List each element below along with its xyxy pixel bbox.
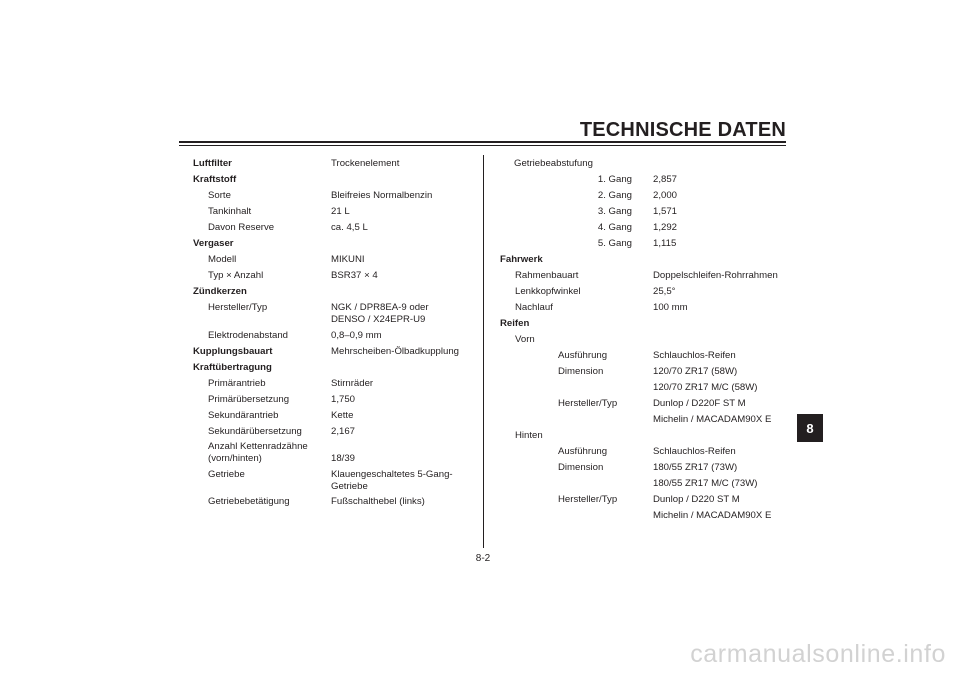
spec-value: NGK / DPR8EA-9 oder [331,302,429,313]
spec-label: Getriebebetätigung [208,496,290,507]
spec-row-hinten-hersteller [0,494,960,510]
watermark: carmanualsonline.info [690,640,946,668]
chapter-tab: 8 [797,414,823,442]
spec-value: Michelin / MACADAM90X E [653,510,772,521]
spec-label: Hersteller/Typ [558,398,618,409]
spec-label: Hersteller/Typ [208,302,268,313]
spec-value: 180/55 ZR17 M/C (73W) [653,478,758,489]
spec-value: Doppelschleifen-Rohrrahmen [653,270,778,281]
spec-value: Getriebe [331,481,368,492]
spec-value: Fußschalthebel (links) [331,496,425,507]
spec-label: Sekundärantrieb [208,410,279,421]
gear-row [0,174,960,190]
gear-row [0,190,960,206]
spec-label: Dimension [558,462,604,473]
gear-value: 1,115 [653,238,677,249]
spec-label: Primärübersetzung [208,394,290,405]
spec-value: Stirnräder [331,378,374,389]
spec-label: Lenkkopfwinkel [515,286,581,297]
spec-label: Sekundärübersetzung [208,426,302,437]
spec-value: Schlauchlos-Reifen [653,350,736,361]
spec-label: Dimension [558,366,604,377]
header-rule-thin [179,145,786,146]
gear-row [0,206,960,222]
spec-value: 1,750 [331,394,356,405]
spec-value: 100 mm [653,302,688,313]
section-heading: Reifen [500,318,530,329]
gear-value: 2,000 [653,190,678,201]
spec-row-hinten-dimension [0,462,960,478]
gear-row [0,238,960,254]
section-heading: Zündkerzen [193,286,247,297]
spec-row-getriebeabstufung [0,158,960,174]
section-heading-reifen [0,318,960,334]
spec-label: Davon Reserve [208,222,275,233]
subheading: Hinten [515,430,543,441]
spec-label: Tankinhalt [208,206,252,217]
gear-label: 3. Gang [597,206,632,217]
spec-label: Ausführung [558,350,608,361]
spec-label: Anzahl Kettenradzähne [208,441,308,452]
spec-row-lenkkopf [0,286,960,302]
section-heading: Kraftübertragung [193,362,272,373]
spec-label: Kupplungsbauart [193,346,273,357]
section-heading: Fahrwerk [500,254,543,265]
spec-value: Klauengeschaltetes 5-Gang- [331,469,453,480]
spec-label: Modell [208,254,237,265]
spec-label: Ausführung [558,446,608,457]
spec-value: DENSO / X24EPR-U9 [331,314,426,325]
spec-value: 25,5° [653,286,676,297]
spec-label: Primärantrieb [208,378,266,389]
spec-value: 2,167 [331,426,356,437]
spec-value: Trockenelement [331,158,400,169]
spec-label: Getriebe [208,469,245,480]
gear-label: 4. Gang [597,222,632,233]
page-title: TECHNISCHE DATEN [579,119,786,141]
spec-label: Getriebeabstufung [514,158,593,169]
spec-row-vorn-dimension-alt [0,382,960,398]
page-number: 8-2 [475,553,491,564]
spec-label: Elektrodenabstand [208,330,289,341]
spec-value: MIKUNI [331,254,365,265]
spec-value: Dunlop / D220F ST M [653,398,746,409]
section-heading-fahrwerk [0,254,960,270]
spec-value: ca. 4,5 L [331,222,368,233]
spec-value: Schlauchlos-Reifen [653,446,736,457]
spec-label: Hersteller/Typ [558,494,618,505]
spec-row-vorn-ausfuehrung [0,350,960,366]
gear-value: 1,292 [653,222,678,233]
header-rule [179,141,786,143]
spec-row-rahmen [0,270,960,286]
gear-label: 5. Gang [597,238,632,249]
spec-row-vorn-dimension [0,366,960,382]
spec-value: 0,8–0,9 mm [331,330,382,341]
gear-label: 1. Gang [597,174,632,185]
spec-label: Luftfilter [193,158,232,169]
gear-row [0,222,960,238]
spec-row-vorn-hersteller-alt [0,414,960,430]
spec-value: Mehrscheiben-Ölbadkupplung [331,346,459,357]
spec-value: BSR37 × 4 [331,270,378,281]
subheading-hinten [0,430,960,446]
section-heading: Kraftstoff [193,174,237,185]
spec-label: Typ × Anzahl [208,270,264,281]
spec-value: Kette [331,410,354,421]
spec-value: Bleifreies Normalbenzin [331,190,433,201]
gear-value: 1,571 [653,206,678,217]
spec-value: 120/70 ZR17 (58W) [653,366,738,377]
spec-row-hinten-hersteller-alt [0,510,960,526]
spec-label: (vorn/hinten) [208,453,262,464]
spec-row-hinten-dimension-alt [0,478,960,494]
spec-row-hinten-ausfuehrung [0,446,960,462]
spec-value: 18/39 [331,453,356,464]
section-heading: Vergaser [193,238,234,249]
gear-value: 2,857 [653,174,678,185]
spec-value: Michelin / MACADAM90X E [653,414,772,425]
spec-value: 120/70 ZR17 M/C (58W) [653,382,758,393]
gear-label: 2. Gang [597,190,632,201]
spec-label: Rahmenbauart [515,270,579,281]
spec-value: 180/55 ZR17 (73W) [653,462,738,473]
spec-row-nachlauf [0,302,960,318]
subheading-vorn [0,334,960,350]
spec-value: 21 L [331,206,350,217]
spec-row-vorn-hersteller [0,398,960,414]
spec-label: Nachlauf [515,302,553,313]
subheading: Vorn [515,334,535,345]
spec-value: Dunlop / D220 ST M [653,494,740,505]
spec-label: Sorte [208,190,231,201]
